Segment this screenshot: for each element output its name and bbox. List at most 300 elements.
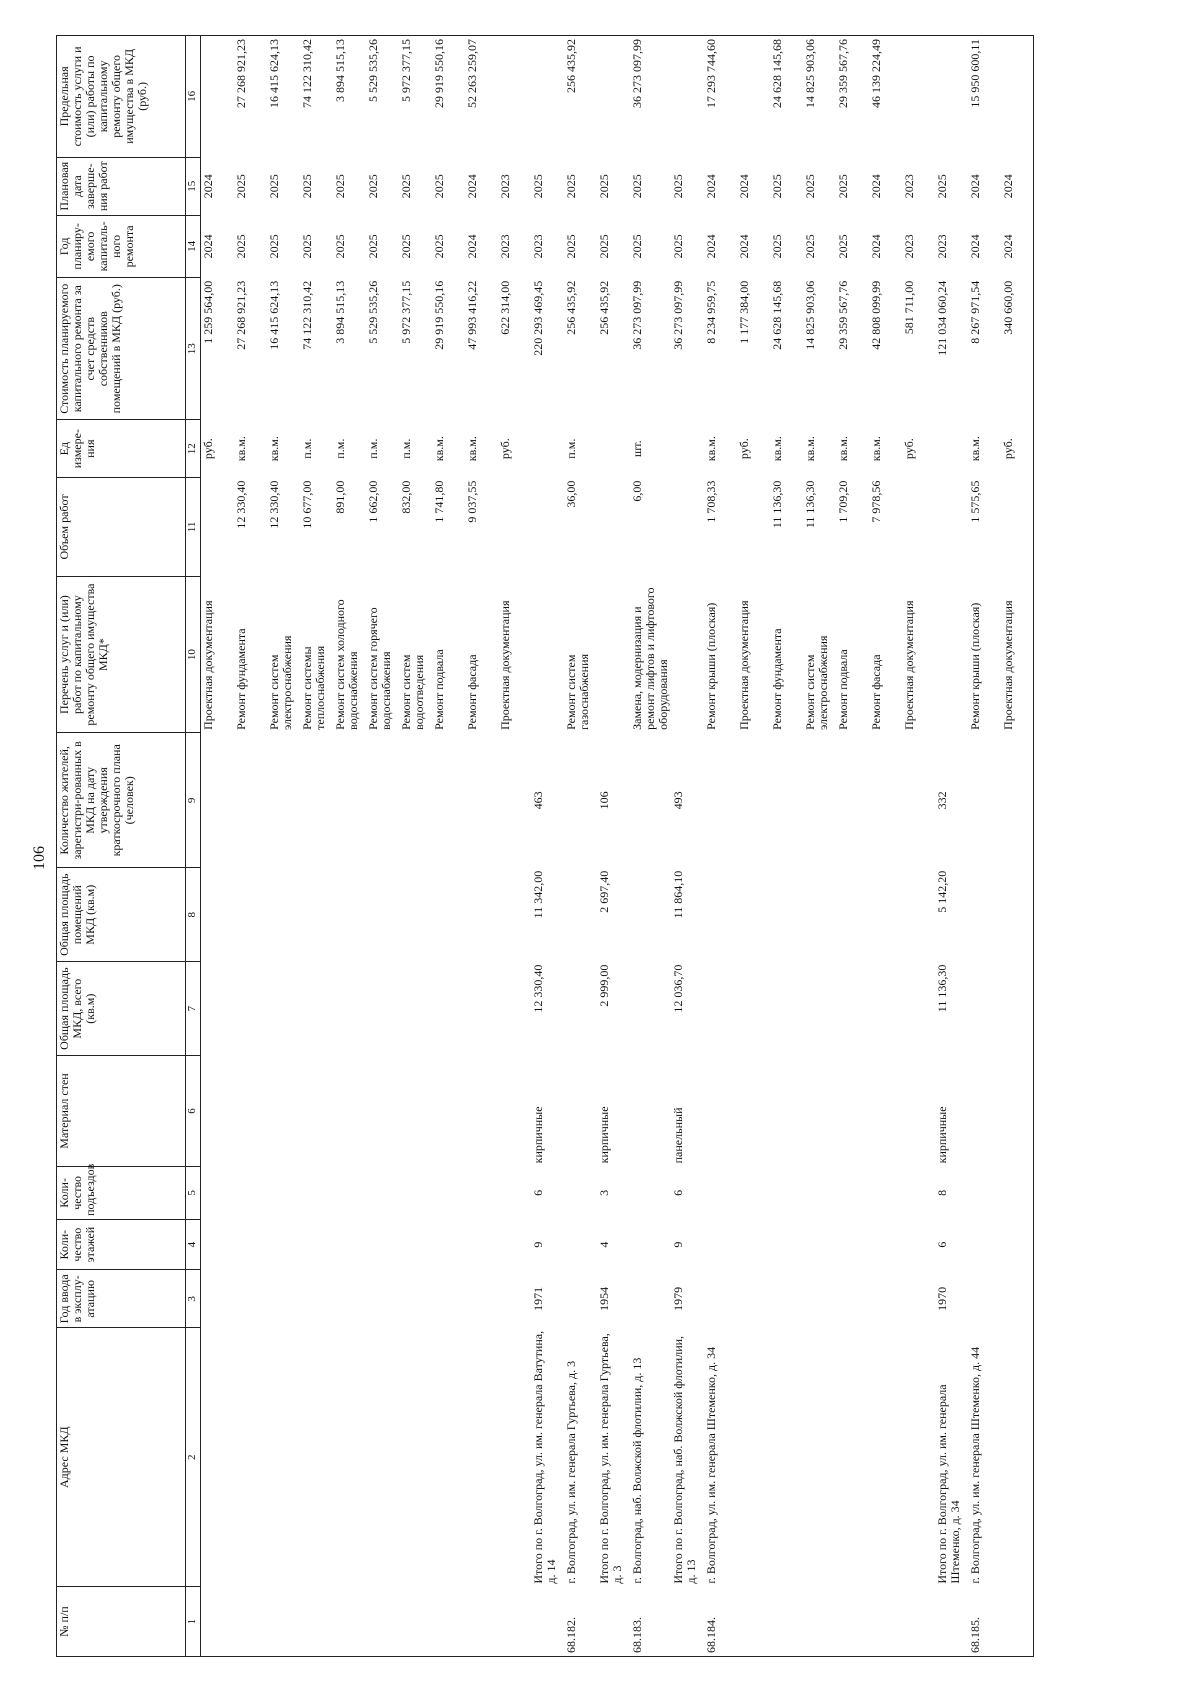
planned-cost-cell: 1 259 564,00 bbox=[201, 280, 215, 344]
limit-cost-cell: 27 268 921,23 bbox=[233, 39, 248, 108]
completion-date-cell: 2023 bbox=[901, 174, 916, 199]
row-number-cell bbox=[399, 1587, 432, 1657]
planned-year-cell: 2025 bbox=[670, 234, 685, 259]
table-row bbox=[803, 36, 836, 1657]
unit-cell: кв.м. bbox=[233, 436, 248, 462]
entrances-cell bbox=[432, 1166, 465, 1219]
limit-cost-cell: 74 122 310,42 bbox=[299, 39, 314, 108]
completion-date-cell: 2025 bbox=[398, 174, 413, 199]
wall-material-cell bbox=[465, 1056, 498, 1167]
work-volume-cell: 9 037,55 bbox=[464, 480, 479, 523]
work-type-cell: Ремонт систем электроснабжения bbox=[266, 635, 294, 730]
wall-material-cell: кирпичные bbox=[934, 1106, 949, 1164]
planned-cost-cell: 121 034 060,24 bbox=[934, 280, 949, 356]
work-volume-cell: 11 136,30 bbox=[769, 480, 784, 529]
table-row bbox=[399, 36, 432, 1657]
unit-cell: руб. bbox=[497, 438, 512, 460]
table-row bbox=[498, 36, 531, 1657]
row-number-cell bbox=[597, 1587, 630, 1657]
column-number-2: 2 bbox=[186, 1328, 201, 1587]
work-volume-cell bbox=[597, 478, 630, 577]
premises-area-cell bbox=[902, 868, 935, 962]
residents-cell bbox=[968, 733, 1001, 868]
planned-year-cell: 2025 bbox=[233, 234, 248, 259]
row-number-cell bbox=[770, 1587, 803, 1657]
floors-cell bbox=[333, 1219, 366, 1270]
entrances-cell: 8 bbox=[934, 1189, 949, 1196]
total-area-cell bbox=[366, 962, 399, 1056]
work-volume-cell: 891,00 bbox=[332, 480, 347, 514]
header-row bbox=[57, 36, 186, 1657]
unit-cell: кв.м. bbox=[835, 436, 850, 462]
address-cell bbox=[869, 1328, 902, 1587]
limit-cost-cell: 14 825 903,06 bbox=[802, 39, 817, 108]
work-volume-cell: 10 677,00 bbox=[299, 480, 314, 529]
work-type-cell: Ремонт систем горячего водоснабжения bbox=[365, 607, 393, 730]
total-area-cell bbox=[803, 962, 836, 1056]
completion-date-cell: 2025 bbox=[835, 174, 850, 199]
completion-date-cell: 2025 bbox=[299, 174, 314, 199]
premises-area-cell bbox=[201, 868, 234, 962]
floors-cell bbox=[399, 1219, 432, 1270]
column-header-2: Адрес МКД bbox=[57, 1328, 186, 1587]
planned-cost-cell: 3 894 515,13 bbox=[332, 280, 347, 344]
planned-year-cell: 2025 bbox=[332, 234, 347, 259]
row-number-cell bbox=[935, 1587, 968, 1657]
row-number-cell bbox=[1001, 1587, 1034, 1657]
table-row bbox=[234, 36, 267, 1657]
row-number-cell bbox=[300, 1587, 333, 1657]
column-header-15: Плановая дата заверше-ния работ bbox=[57, 157, 186, 215]
wall-material-cell bbox=[333, 1056, 366, 1167]
work-type-cell: Ремонт фасада bbox=[464, 654, 479, 730]
completion-date-cell: 2024 bbox=[703, 174, 718, 199]
column-header-14: Год планиру-емого капиталь-ного ремонта bbox=[57, 215, 186, 278]
planned-cost-cell: 256 435,92 bbox=[596, 280, 611, 335]
column-number-12: 12 bbox=[186, 420, 201, 478]
address-cell bbox=[267, 1328, 300, 1587]
work-volume-cell: 12 330,40 bbox=[233, 480, 248, 529]
row-number-cell: 68.184. bbox=[703, 1617, 718, 1653]
column-number-1: 1 bbox=[186, 1587, 201, 1657]
work-type-cell bbox=[597, 576, 630, 733]
planned-cost-cell: 16 415 624,13 bbox=[266, 280, 281, 350]
wall-material-cell bbox=[201, 1056, 234, 1167]
row-number-cell bbox=[234, 1587, 267, 1657]
residents-cell bbox=[267, 733, 300, 868]
column-number-9: 9 bbox=[186, 733, 201, 868]
total-area-cell bbox=[869, 962, 902, 1056]
planned-cost-cell: 29 919 550,16 bbox=[431, 280, 446, 350]
entrances-cell bbox=[399, 1166, 432, 1219]
limit-cost-cell: 17 293 744,60 bbox=[703, 39, 718, 108]
year-built-cell bbox=[630, 1270, 671, 1328]
planned-year-cell: 2025 bbox=[431, 234, 446, 259]
table-row bbox=[597, 36, 630, 1657]
year-built-cell bbox=[300, 1270, 333, 1328]
floors-cell bbox=[803, 1219, 836, 1270]
completion-date-cell: 2025 bbox=[802, 174, 817, 199]
total-area-cell bbox=[399, 962, 432, 1056]
completion-date-cell: 2024 bbox=[967, 174, 982, 199]
premises-area-cell bbox=[234, 868, 267, 962]
column-header-4: Коли-чество этажей bbox=[57, 1219, 186, 1270]
planned-year-cell: 2025 bbox=[835, 234, 850, 259]
work-volume-cell: 12 330,40 bbox=[266, 480, 281, 529]
premises-area-cell bbox=[333, 868, 366, 962]
address-cell bbox=[201, 1328, 234, 1587]
limit-cost-cell bbox=[597, 36, 630, 158]
planned-year-cell: 2023 bbox=[530, 234, 545, 259]
table-row bbox=[267, 36, 300, 1657]
unit-cell: кв.м. bbox=[868, 436, 883, 462]
total-area-cell: 2 999,00 bbox=[596, 964, 611, 1007]
entrances-cell bbox=[704, 1166, 737, 1219]
work-type-cell: Проектная документация bbox=[736, 600, 751, 730]
address-cell bbox=[366, 1328, 399, 1587]
table-row bbox=[630, 36, 671, 1657]
entrances-cell bbox=[465, 1166, 498, 1219]
table-row bbox=[836, 36, 869, 1657]
work-volume-cell: 1 708,33 bbox=[703, 480, 718, 523]
year-built-cell: 1979 bbox=[670, 1286, 685, 1311]
column-number-4: 4 bbox=[186, 1219, 201, 1270]
row-number-cell bbox=[803, 1587, 836, 1657]
work-type-cell: Замена, модернизация и ремонт лифтов и лифтового оборудования bbox=[629, 587, 670, 730]
column-header-9: Количество жителей, зарегистри-рованных в МКД на дату утверждения краткосрочного плана (человек) bbox=[57, 733, 186, 868]
entrances-cell bbox=[564, 1166, 597, 1219]
limit-cost-cell: 256 435,92 bbox=[563, 39, 578, 93]
work-type-cell: Проектная документация bbox=[497, 600, 512, 730]
year-built-cell bbox=[432, 1270, 465, 1328]
work-type-cell: Проектная документация bbox=[901, 600, 916, 730]
planned-year-cell: 2024 bbox=[1000, 234, 1015, 259]
unit-cell: кв.м. bbox=[769, 436, 784, 462]
limit-cost-cell: 29 919 550,16 bbox=[431, 39, 446, 108]
premises-area-cell: 11 864,10 bbox=[670, 870, 685, 919]
row-number-cell bbox=[201, 1587, 234, 1657]
residents-cell bbox=[432, 733, 465, 868]
column-header-10: Перечень услуг и (или) работ по капитальному ремонту общего имущества МКД* bbox=[57, 576, 186, 733]
work-volume-cell: 6,00 bbox=[629, 480, 644, 502]
unit-cell: руб. bbox=[1000, 438, 1015, 460]
unit-cell bbox=[671, 420, 704, 478]
work-type-cell: Проектная документация bbox=[1000, 600, 1015, 730]
column-header-16: Предельная стоимость услуги и (или) работы по капитальному ремонту общего имущества в МКД (руб.) bbox=[57, 36, 186, 158]
unit-cell: п.м. bbox=[299, 438, 314, 459]
floors-cell bbox=[770, 1219, 803, 1270]
completion-date-cell: 2025 bbox=[365, 174, 380, 199]
planned-year-cell: 2024 bbox=[967, 234, 982, 259]
column-number-row bbox=[186, 36, 201, 1657]
planned-cost-cell: 27 268 921,23 bbox=[233, 280, 248, 350]
entrances-cell bbox=[968, 1166, 1001, 1219]
limit-cost-cell: 46 139 224,49 bbox=[868, 39, 883, 108]
total-area-cell bbox=[737, 962, 770, 1056]
wall-material-cell: кирпичные bbox=[530, 1106, 545, 1164]
limit-cost-cell bbox=[498, 36, 531, 158]
premises-area-cell bbox=[1001, 868, 1034, 962]
row-number-cell bbox=[836, 1587, 869, 1657]
work-type-cell: Ремонт фундамента bbox=[233, 628, 248, 730]
floors-cell bbox=[704, 1219, 737, 1270]
work-volume-cell bbox=[671, 478, 704, 577]
table-row bbox=[366, 36, 399, 1657]
planned-cost-cell: 256 435,92 bbox=[563, 280, 578, 335]
completion-date-cell: 2024 bbox=[464, 174, 479, 199]
total-area-cell bbox=[630, 962, 671, 1056]
column-number-7: 7 bbox=[186, 962, 201, 1056]
limit-cost-cell bbox=[201, 36, 234, 158]
unit-cell: п.м. bbox=[398, 438, 413, 459]
year-built-cell bbox=[234, 1270, 267, 1328]
table-row bbox=[935, 36, 968, 1657]
work-type-cell bbox=[935, 576, 968, 733]
wall-material-cell bbox=[902, 1056, 935, 1167]
premises-area-cell bbox=[564, 868, 597, 962]
work-volume-cell bbox=[531, 478, 564, 577]
limit-cost-cell: 15 950 600,11 bbox=[967, 39, 982, 108]
year-built-cell: 1971 bbox=[530, 1286, 545, 1311]
column-number-15: 15 bbox=[186, 157, 201, 215]
completion-date-cell: 2025 bbox=[670, 174, 685, 199]
planned-cost-cell: 8 267 971,54 bbox=[967, 280, 982, 344]
floors-cell: 9 bbox=[530, 1241, 545, 1248]
residents-cell bbox=[564, 733, 597, 868]
row-number-cell: 68.183. bbox=[629, 1617, 644, 1653]
address-cell: Итого по г. Волгоград, ул. им. генерала Штеменко, д. 34 bbox=[934, 1384, 962, 1584]
planned-cost-cell: 14 825 903,06 bbox=[802, 280, 817, 350]
total-area-cell bbox=[300, 962, 333, 1056]
planned-year-cell: 2025 bbox=[769, 234, 784, 259]
unit-cell: руб. bbox=[736, 438, 751, 460]
planned-cost-cell: 220 293 469,45 bbox=[530, 280, 545, 356]
work-volume-cell: 11 136,30 bbox=[802, 480, 817, 529]
unit-cell bbox=[531, 420, 564, 478]
planned-year-cell: 2025 bbox=[299, 234, 314, 259]
year-built-cell bbox=[902, 1270, 935, 1328]
completion-date-cell: 2025 bbox=[332, 174, 347, 199]
column-header-1: № п/п bbox=[57, 1587, 186, 1657]
floors-cell bbox=[564, 1219, 597, 1270]
wall-material-cell bbox=[737, 1056, 770, 1167]
completion-date-cell: 2025 bbox=[266, 174, 281, 199]
residents-cell bbox=[498, 733, 531, 868]
floors-cell bbox=[234, 1219, 267, 1270]
residents-cell bbox=[366, 733, 399, 868]
column-header-8: Общая площадь помещений МКД (кв.м) bbox=[57, 868, 186, 962]
year-built-cell bbox=[333, 1270, 366, 1328]
unit-cell: кв.м. bbox=[967, 436, 982, 462]
year-built-cell bbox=[564, 1270, 597, 1328]
total-area-cell bbox=[968, 962, 1001, 1056]
residents-cell bbox=[902, 733, 935, 868]
limit-cost-cell: 5 529 535,26 bbox=[365, 39, 380, 102]
column-header-12: Ед измере-ния bbox=[57, 420, 186, 478]
entrances-cell bbox=[1001, 1166, 1034, 1219]
residents-cell bbox=[803, 733, 836, 868]
limit-cost-cell bbox=[531, 36, 564, 158]
planned-cost-cell: 5 529 535,26 bbox=[365, 280, 380, 344]
row-number-cell bbox=[671, 1587, 704, 1657]
completion-date-cell: 2025 bbox=[629, 174, 644, 199]
limit-cost-cell: 24 628 145,68 bbox=[769, 39, 784, 108]
residents-cell bbox=[1001, 733, 1034, 868]
year-built-cell bbox=[704, 1270, 737, 1328]
planned-cost-cell: 74 122 310,42 bbox=[299, 280, 314, 350]
floors-cell bbox=[465, 1219, 498, 1270]
planned-year-cell: 2025 bbox=[629, 234, 644, 259]
planned-year-cell: 2023 bbox=[934, 234, 949, 259]
total-area-cell bbox=[498, 962, 531, 1056]
completion-date-cell: 2025 bbox=[530, 174, 545, 199]
column-number-5: 5 bbox=[186, 1166, 201, 1219]
column-header-3: Год ввода в эксплу-атацию bbox=[57, 1270, 186, 1328]
residents-cell bbox=[737, 733, 770, 868]
planned-cost-cell: 36 273 097,99 bbox=[629, 280, 644, 350]
limit-cost-cell bbox=[1001, 36, 1034, 158]
planned-year-cell: 2025 bbox=[802, 234, 817, 259]
address-cell: Итого по г. Волгоград, ул. им. генерала Гуртьева, д. 3 bbox=[596, 1333, 624, 1584]
planned-year-cell: 2025 bbox=[563, 234, 578, 259]
year-built-cell bbox=[803, 1270, 836, 1328]
wall-material-cell bbox=[564, 1056, 597, 1167]
floors-cell bbox=[630, 1219, 671, 1270]
address-cell bbox=[836, 1328, 869, 1587]
premises-area-cell bbox=[836, 868, 869, 962]
residents-cell bbox=[465, 733, 498, 868]
floors-cell: 9 bbox=[670, 1241, 685, 1248]
work-volume-cell bbox=[1001, 478, 1034, 577]
wall-material-cell bbox=[498, 1056, 531, 1167]
entrances-cell bbox=[300, 1166, 333, 1219]
completion-date-cell: 2024 bbox=[1000, 174, 1015, 199]
completion-date-cell: 2024 bbox=[201, 174, 215, 199]
work-volume-cell bbox=[935, 478, 968, 577]
completion-date-cell: 2025 bbox=[431, 174, 446, 199]
premises-area-cell bbox=[465, 868, 498, 962]
planned-year-cell: 2025 bbox=[365, 234, 380, 259]
column-number-13: 13 bbox=[186, 278, 201, 420]
wall-material-cell bbox=[1001, 1056, 1034, 1167]
total-area-cell bbox=[201, 962, 234, 1056]
table-row bbox=[902, 36, 935, 1657]
address-cell bbox=[770, 1328, 803, 1587]
planned-year-cell: 2025 bbox=[596, 234, 611, 259]
work-type-cell: Ремонт систем водоотведения bbox=[398, 654, 426, 730]
total-area-cell bbox=[267, 962, 300, 1056]
completion-date-cell: 2025 bbox=[233, 174, 248, 199]
table-row bbox=[704, 36, 737, 1657]
wall-material-cell bbox=[803, 1056, 836, 1167]
address-cell bbox=[399, 1328, 432, 1587]
document-sheet bbox=[56, 35, 1146, 1657]
premises-area-cell bbox=[399, 868, 432, 962]
total-area-cell bbox=[432, 962, 465, 1056]
planned-cost-cell: 36 273 097,99 bbox=[670, 280, 685, 350]
year-built-cell bbox=[366, 1270, 399, 1328]
column-header-13: Стоимость планируемого капитального ремонта за счет средств собственников помещений в МКД (руб.) bbox=[57, 278, 186, 420]
unit-cell: кв.м. bbox=[802, 436, 817, 462]
table-row bbox=[1001, 36, 1034, 1657]
premises-area-cell bbox=[704, 868, 737, 962]
address-cell bbox=[333, 1328, 366, 1587]
unit-cell: кв.м. bbox=[266, 436, 281, 462]
premises-area-cell bbox=[803, 868, 836, 962]
year-built-cell bbox=[737, 1270, 770, 1328]
year-built-cell bbox=[1001, 1270, 1034, 1328]
premises-area-cell bbox=[968, 868, 1001, 962]
work-type-cell bbox=[531, 576, 564, 733]
work-type-cell: Ремонт крыши (плоская) bbox=[703, 602, 718, 730]
residents-cell bbox=[399, 733, 432, 868]
entrances-cell bbox=[498, 1166, 531, 1219]
residents-cell bbox=[234, 733, 267, 868]
work-volume-cell bbox=[201, 478, 234, 577]
floors-cell bbox=[902, 1219, 935, 1270]
entrances-cell bbox=[333, 1166, 366, 1219]
entrances-cell: 6 bbox=[530, 1189, 545, 1196]
floors-cell bbox=[201, 1219, 234, 1270]
work-volume-cell bbox=[498, 478, 531, 577]
column-header-7: Общая площадь МКД, всего (кв.м) bbox=[57, 962, 186, 1056]
total-area-cell: 12 330,40 bbox=[530, 964, 545, 1013]
entrances-cell bbox=[267, 1166, 300, 1219]
address-cell: г. Волгоград, ул. им. генерала Штеменко, д. 44 bbox=[967, 1346, 982, 1584]
floors-cell: 6 bbox=[934, 1241, 949, 1248]
row-number-cell: 68.182. bbox=[563, 1617, 578, 1653]
address-cell: г. Волгоград, ул. им. генерала Гуртьева, д. 3 bbox=[563, 1360, 578, 1584]
entrances-cell bbox=[737, 1166, 770, 1219]
unit-cell: руб. bbox=[201, 438, 215, 460]
wall-material-cell bbox=[399, 1056, 432, 1167]
wall-material-cell bbox=[366, 1056, 399, 1167]
wall-material-cell bbox=[267, 1056, 300, 1167]
entrances-cell bbox=[770, 1166, 803, 1219]
unit-cell: п.м. bbox=[563, 438, 578, 459]
row-number-cell bbox=[531, 1587, 564, 1657]
unit-cell bbox=[935, 420, 968, 478]
floors-cell bbox=[869, 1219, 902, 1270]
table-row bbox=[465, 36, 498, 1657]
premises-area-cell bbox=[737, 868, 770, 962]
year-built-cell: 1970 bbox=[934, 1286, 949, 1311]
table-body bbox=[201, 36, 1034, 1657]
table-row bbox=[968, 36, 1001, 1657]
wall-material-cell bbox=[234, 1056, 267, 1167]
planned-year-cell: 2024 bbox=[868, 234, 883, 259]
completion-date-cell: 2025 bbox=[596, 174, 611, 199]
entrances-cell bbox=[902, 1166, 935, 1219]
work-type-cell: Ремонт крыши (плоская) bbox=[967, 602, 982, 730]
limit-cost-cell: 16 415 624,13 bbox=[266, 39, 281, 108]
planned-cost-cell: 581 711,00 bbox=[901, 280, 916, 335]
address-cell bbox=[432, 1328, 465, 1587]
limit-cost-cell: 52 263 259,07 bbox=[464, 39, 479, 108]
row-number-cell bbox=[465, 1587, 498, 1657]
limit-cost-cell bbox=[671, 36, 704, 158]
wall-material-cell: кирпичные bbox=[596, 1106, 611, 1164]
total-area-cell bbox=[465, 962, 498, 1056]
planned-year-cell: 2023 bbox=[901, 234, 916, 259]
planned-year-cell: 2024 bbox=[464, 234, 479, 259]
unit-cell: шт. bbox=[629, 440, 644, 457]
total-area-cell: 12 036,70 bbox=[670, 964, 685, 1013]
capital-repair-table bbox=[56, 35, 1034, 1657]
premises-area-cell: 2 697,40 bbox=[596, 870, 611, 913]
planned-year-cell: 2024 bbox=[201, 234, 215, 259]
year-built-cell bbox=[267, 1270, 300, 1328]
